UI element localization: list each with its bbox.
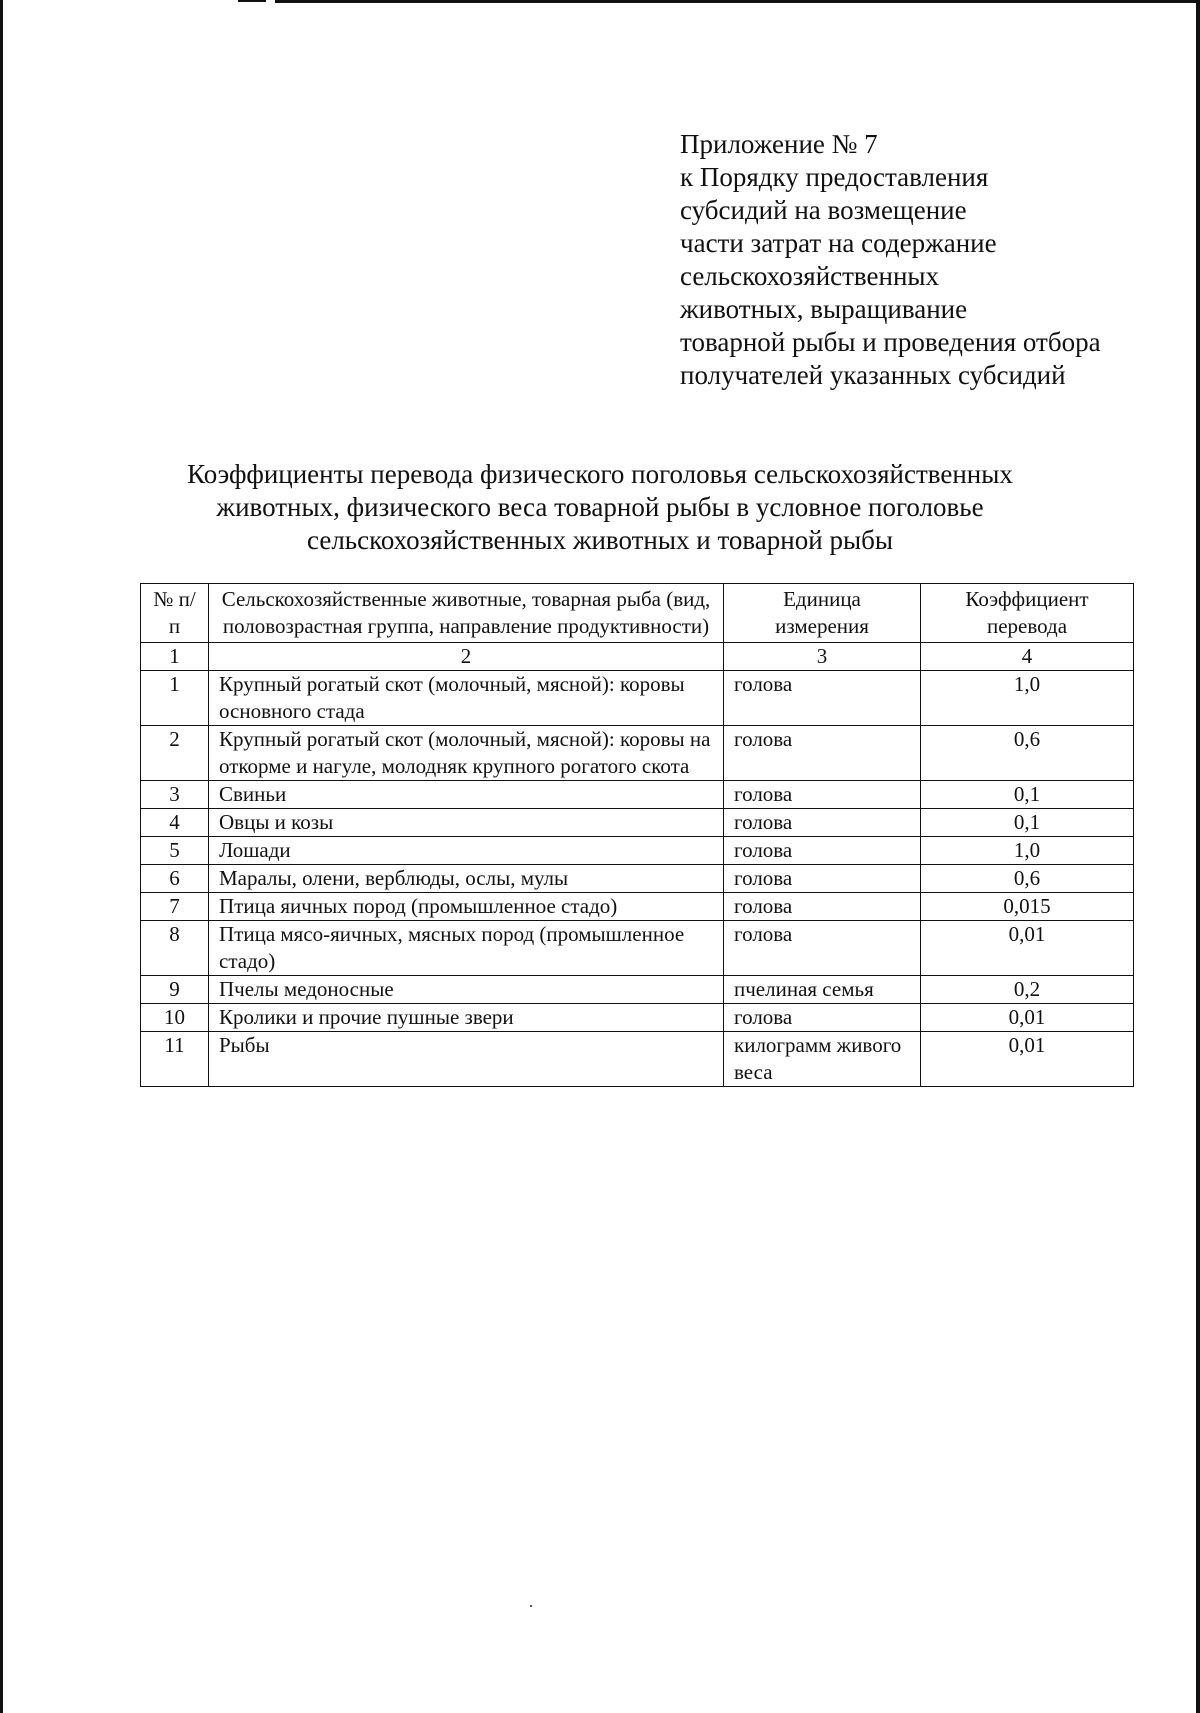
header-coef: Коэффициент перевода (921, 584, 1134, 643)
title-line: Коэффициенты перевода физического поголовья сельскохозяйственных (187, 459, 1013, 489)
table-row (141, 976, 1134, 1004)
appendix-line: Приложение № 7 (680, 129, 878, 159)
row-animal: Кролики и прочие пушные звери (209, 1004, 724, 1032)
table-row (141, 1004, 1134, 1032)
table-row (141, 893, 1134, 921)
column-number: 2 (209, 643, 724, 671)
row-animal: Овцы и козы (209, 809, 724, 837)
row-coef: 0,015 (921, 893, 1134, 921)
appendix-line: к Порядку предоставления (680, 162, 989, 192)
column-number: 1 (141, 643, 209, 671)
row-unit: голова (724, 726, 921, 781)
row-animal: Птица мясо-яичных, мясных пород (промышленное стадо) (209, 921, 724, 976)
row-coef: 0,01 (921, 1032, 1134, 1087)
row-unit: голова (724, 671, 921, 726)
scan-speck (530, 1605, 532, 1607)
appendix-line: получателей указанных субсидий (680, 360, 1066, 390)
title-line: сельскохозяйственных животных и товарной рыбы (307, 525, 893, 555)
header-unit: Единица измерения (724, 584, 921, 643)
appendix-line: сельскохозяйственных (680, 261, 940, 291)
title-line: животных, физического веса товарной рыбы в условное поголовье (216, 492, 984, 522)
row-animal: Птица яичных пород (промышленное стадо) (209, 893, 724, 921)
row-animal: Крупный рогатый скот (молочный, мясной): коровы основного стада (209, 671, 724, 726)
row-num: 8 (141, 921, 209, 976)
row-unit: голова (724, 809, 921, 837)
table-row (141, 781, 1134, 809)
row-coef: 0,2 (921, 976, 1134, 1004)
appendix-line: животных, выращивание (680, 294, 968, 324)
appendix-line: товарной рыбы и проведения отбора (680, 327, 1101, 357)
row-coef: 1,0 (921, 671, 1134, 726)
row-coef: 0,6 (921, 726, 1134, 781)
row-num: 3 (141, 781, 209, 809)
row-coef: 0,1 (921, 809, 1134, 837)
row-animal: Пчелы медоносные (209, 976, 724, 1004)
row-unit: голова (724, 921, 921, 976)
row-unit: голова (724, 781, 921, 809)
row-animal: Маралы, олени, верблюды, ослы, мулы (209, 865, 724, 893)
row-animal: Лошади (209, 837, 724, 865)
row-num: 2 (141, 726, 209, 781)
table-row (141, 921, 1134, 976)
scan-edge-right (1196, 0, 1200, 1713)
scan-edge-top-mark (238, 0, 266, 2)
row-animal: Свиньи (209, 781, 724, 809)
row-unit: голова (724, 893, 921, 921)
row-unit: килограмм живого веса (724, 1032, 921, 1087)
row-animal: Рыбы (209, 1032, 724, 1087)
row-num: 6 (141, 865, 209, 893)
row-num: 7 (141, 893, 209, 921)
table-row (141, 837, 1134, 865)
row-coef: 0,6 (921, 865, 1134, 893)
table-row (141, 726, 1134, 781)
table-row (141, 865, 1134, 893)
row-coef: 0,01 (921, 921, 1134, 976)
header-animal: Сельскохозяйственные животные, товарная рыба (вид, половозрастная группа, направление продуктивности) (209, 584, 724, 643)
row-num: 4 (141, 809, 209, 837)
document-title (120, 458, 1080, 557)
row-num: 9 (141, 976, 209, 1004)
row-animal: Крупный рогатый скот (молочный, мясной): коровы на откорме и нагуле, молодняк крупного рогатого скота (209, 726, 724, 781)
row-coef: 0,1 (921, 781, 1134, 809)
row-num: 10 (141, 1004, 209, 1032)
appendix-header (680, 128, 1180, 392)
table-row (141, 809, 1134, 837)
row-coef: 0,01 (921, 1004, 1134, 1032)
appendix-line: субсидий на возмещение (680, 195, 967, 225)
column-number: 3 (724, 643, 921, 671)
coefficients-table (140, 583, 1134, 1087)
table-header-row (141, 584, 1134, 643)
column-number: 4 (921, 643, 1134, 671)
row-unit: пчелиная семья (724, 976, 921, 1004)
row-num: 11 (141, 1032, 209, 1087)
row-unit: голова (724, 865, 921, 893)
row-num: 5 (141, 837, 209, 865)
column-numbers-row (141, 643, 1134, 671)
table-row (141, 671, 1134, 726)
table-row (141, 1032, 1134, 1087)
header-num: № п/п (141, 584, 209, 643)
row-num: 1 (141, 671, 209, 726)
scan-edge-left (0, 0, 3, 1713)
row-unit: голова (724, 837, 921, 865)
row-unit: голова (724, 1004, 921, 1032)
row-coef: 1,0 (921, 837, 1134, 865)
appendix-line: части затрат на содержание (680, 228, 997, 258)
scan-edge-top (275, 0, 1200, 3)
